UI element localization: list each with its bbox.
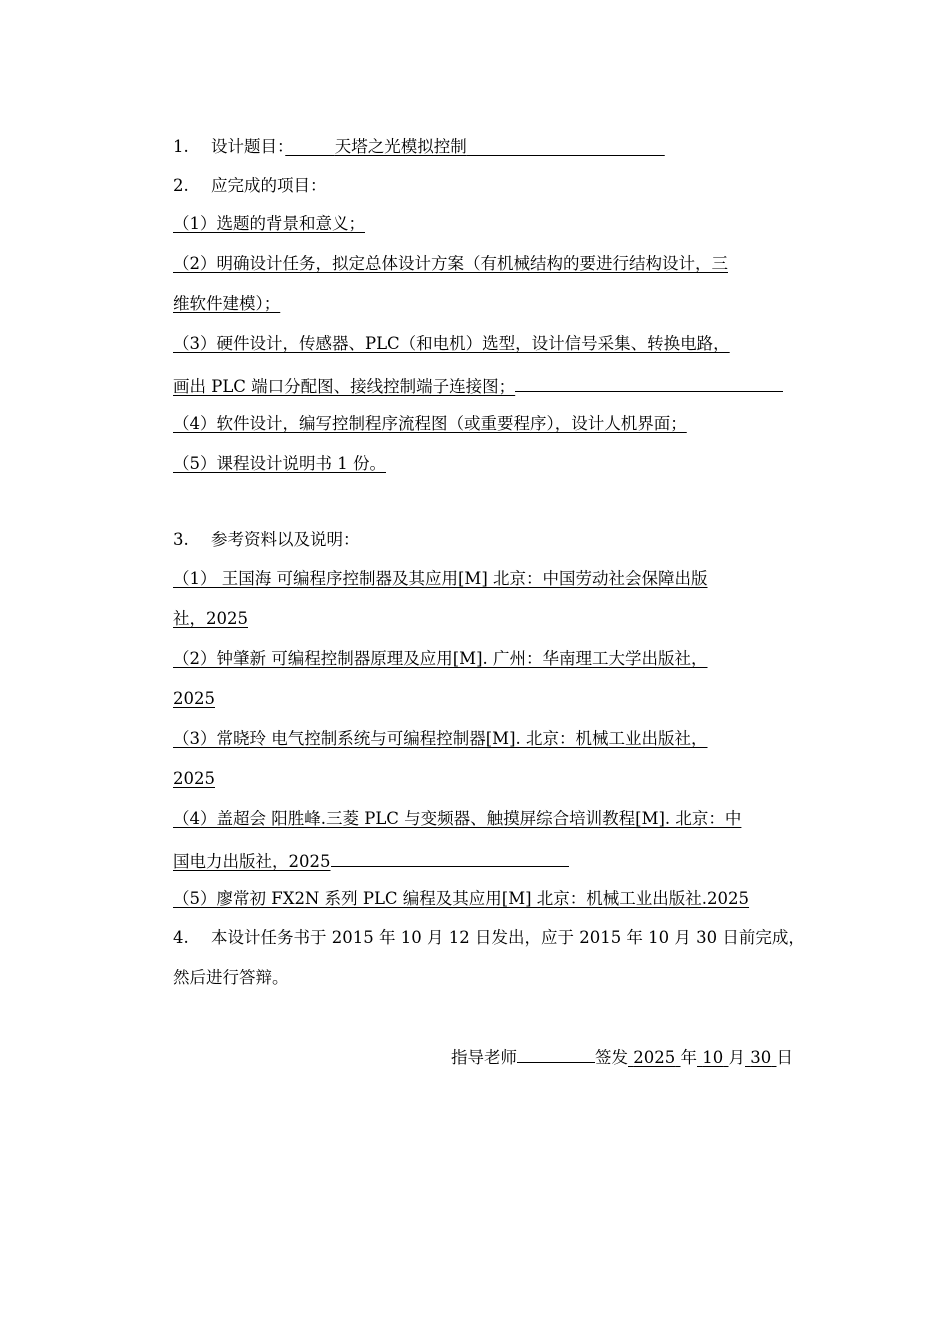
issue-year-value: 2025 xyxy=(633,1048,676,1067)
required-item-line: （5）课程设计说明书 1 份。 xyxy=(173,454,386,473)
day-unit: 日 xyxy=(776,1048,793,1067)
issue-day xyxy=(745,1048,777,1067)
schedule-line xyxy=(173,927,805,949)
required-item-line: （1）选题的背景和意义； xyxy=(173,214,365,233)
month-unit: 月 xyxy=(728,1048,745,1067)
required-item-line: 画出 PLC 端口分配图、接线控制端子连接图； xyxy=(173,377,516,396)
advisor-signature-blank xyxy=(517,1044,595,1063)
issue-day-value: 30 xyxy=(750,1048,772,1067)
reference-line: 国电力出版社，2025 xyxy=(173,852,331,871)
required-item-line: 维软件建模）； xyxy=(173,294,281,313)
reference-line: 2025 xyxy=(173,769,215,788)
reference-line: 2025 xyxy=(173,689,215,708)
reference-line: （1） 王国海 可编程序控制器及其应用[M] 北京：中国劳动社会保障出版 xyxy=(173,569,708,588)
issue-label: 签发 xyxy=(595,1048,628,1067)
item-number: 4. xyxy=(173,928,189,947)
required-item-line: （3）硬件设计，传感器、PLC（和电机）选型，设计信号采集、转换电路， xyxy=(173,334,730,353)
design-topic-title: 天塔之光模拟控制 xyxy=(334,137,467,156)
item-number: 3. xyxy=(173,530,189,549)
year-unit: 年 xyxy=(680,1048,697,1067)
advisor-label: 指导老师 xyxy=(451,1048,517,1067)
design-topic-label: 设计题目： xyxy=(211,137,286,156)
item-number: 1. xyxy=(173,137,189,156)
reference-line: （4）盖超会 阳胜峰.三菱 PLC 与变频器、触摸屏综合培训教程[M]. 北京：中 xyxy=(173,809,742,828)
underline-blank xyxy=(515,373,783,392)
underline-blank xyxy=(331,848,569,867)
item-number: 2. xyxy=(173,176,189,195)
design-topic-tail xyxy=(467,137,665,156)
reference-line: （3）常晓玲 电气控制系统与可编程控制器[M]. 北京：机械工业出版社， xyxy=(173,729,708,748)
reference-line: （2）钟肇新 可编程控制器原理及应用[M]. 广州：华南理工大学出版社， xyxy=(173,649,708,668)
issue-month xyxy=(697,1048,729,1067)
signature-line xyxy=(451,1044,793,1069)
issue-year xyxy=(628,1048,681,1067)
design-topic-line xyxy=(173,136,665,158)
reference-line: 社，2025 xyxy=(173,609,248,628)
references-label: 参考资料以及说明： xyxy=(211,530,360,549)
design-topic-lead xyxy=(285,137,335,156)
required-items-label: 应完成的项目： xyxy=(211,176,327,195)
required-item-line: （2）明确设计任务，拟定总体设计方案（有机械结构的要进行结构设计，三 xyxy=(173,254,728,273)
schedule-text: 本设计任务书于 2015 年 10 月 12 日发出，应于 2015 年 10 月 30 日前完成， xyxy=(211,928,805,947)
issue-month-value: 10 xyxy=(702,1048,724,1067)
required-item-line: （4）软件设计，编写控制程序流程图（或重要程序），设计人机界面； xyxy=(173,414,687,433)
schedule-line-2: 然后进行答辩。 xyxy=(173,968,289,987)
reference-line-wrap xyxy=(173,848,569,873)
required-items-heading xyxy=(173,175,327,197)
reference-line: （5）廖常初 FX2N 系列 PLC 编程及其应用[M] 北京：机械工业出版社.2025 xyxy=(173,889,750,908)
references-heading xyxy=(173,529,360,551)
required-item-line-wrap xyxy=(173,373,783,398)
